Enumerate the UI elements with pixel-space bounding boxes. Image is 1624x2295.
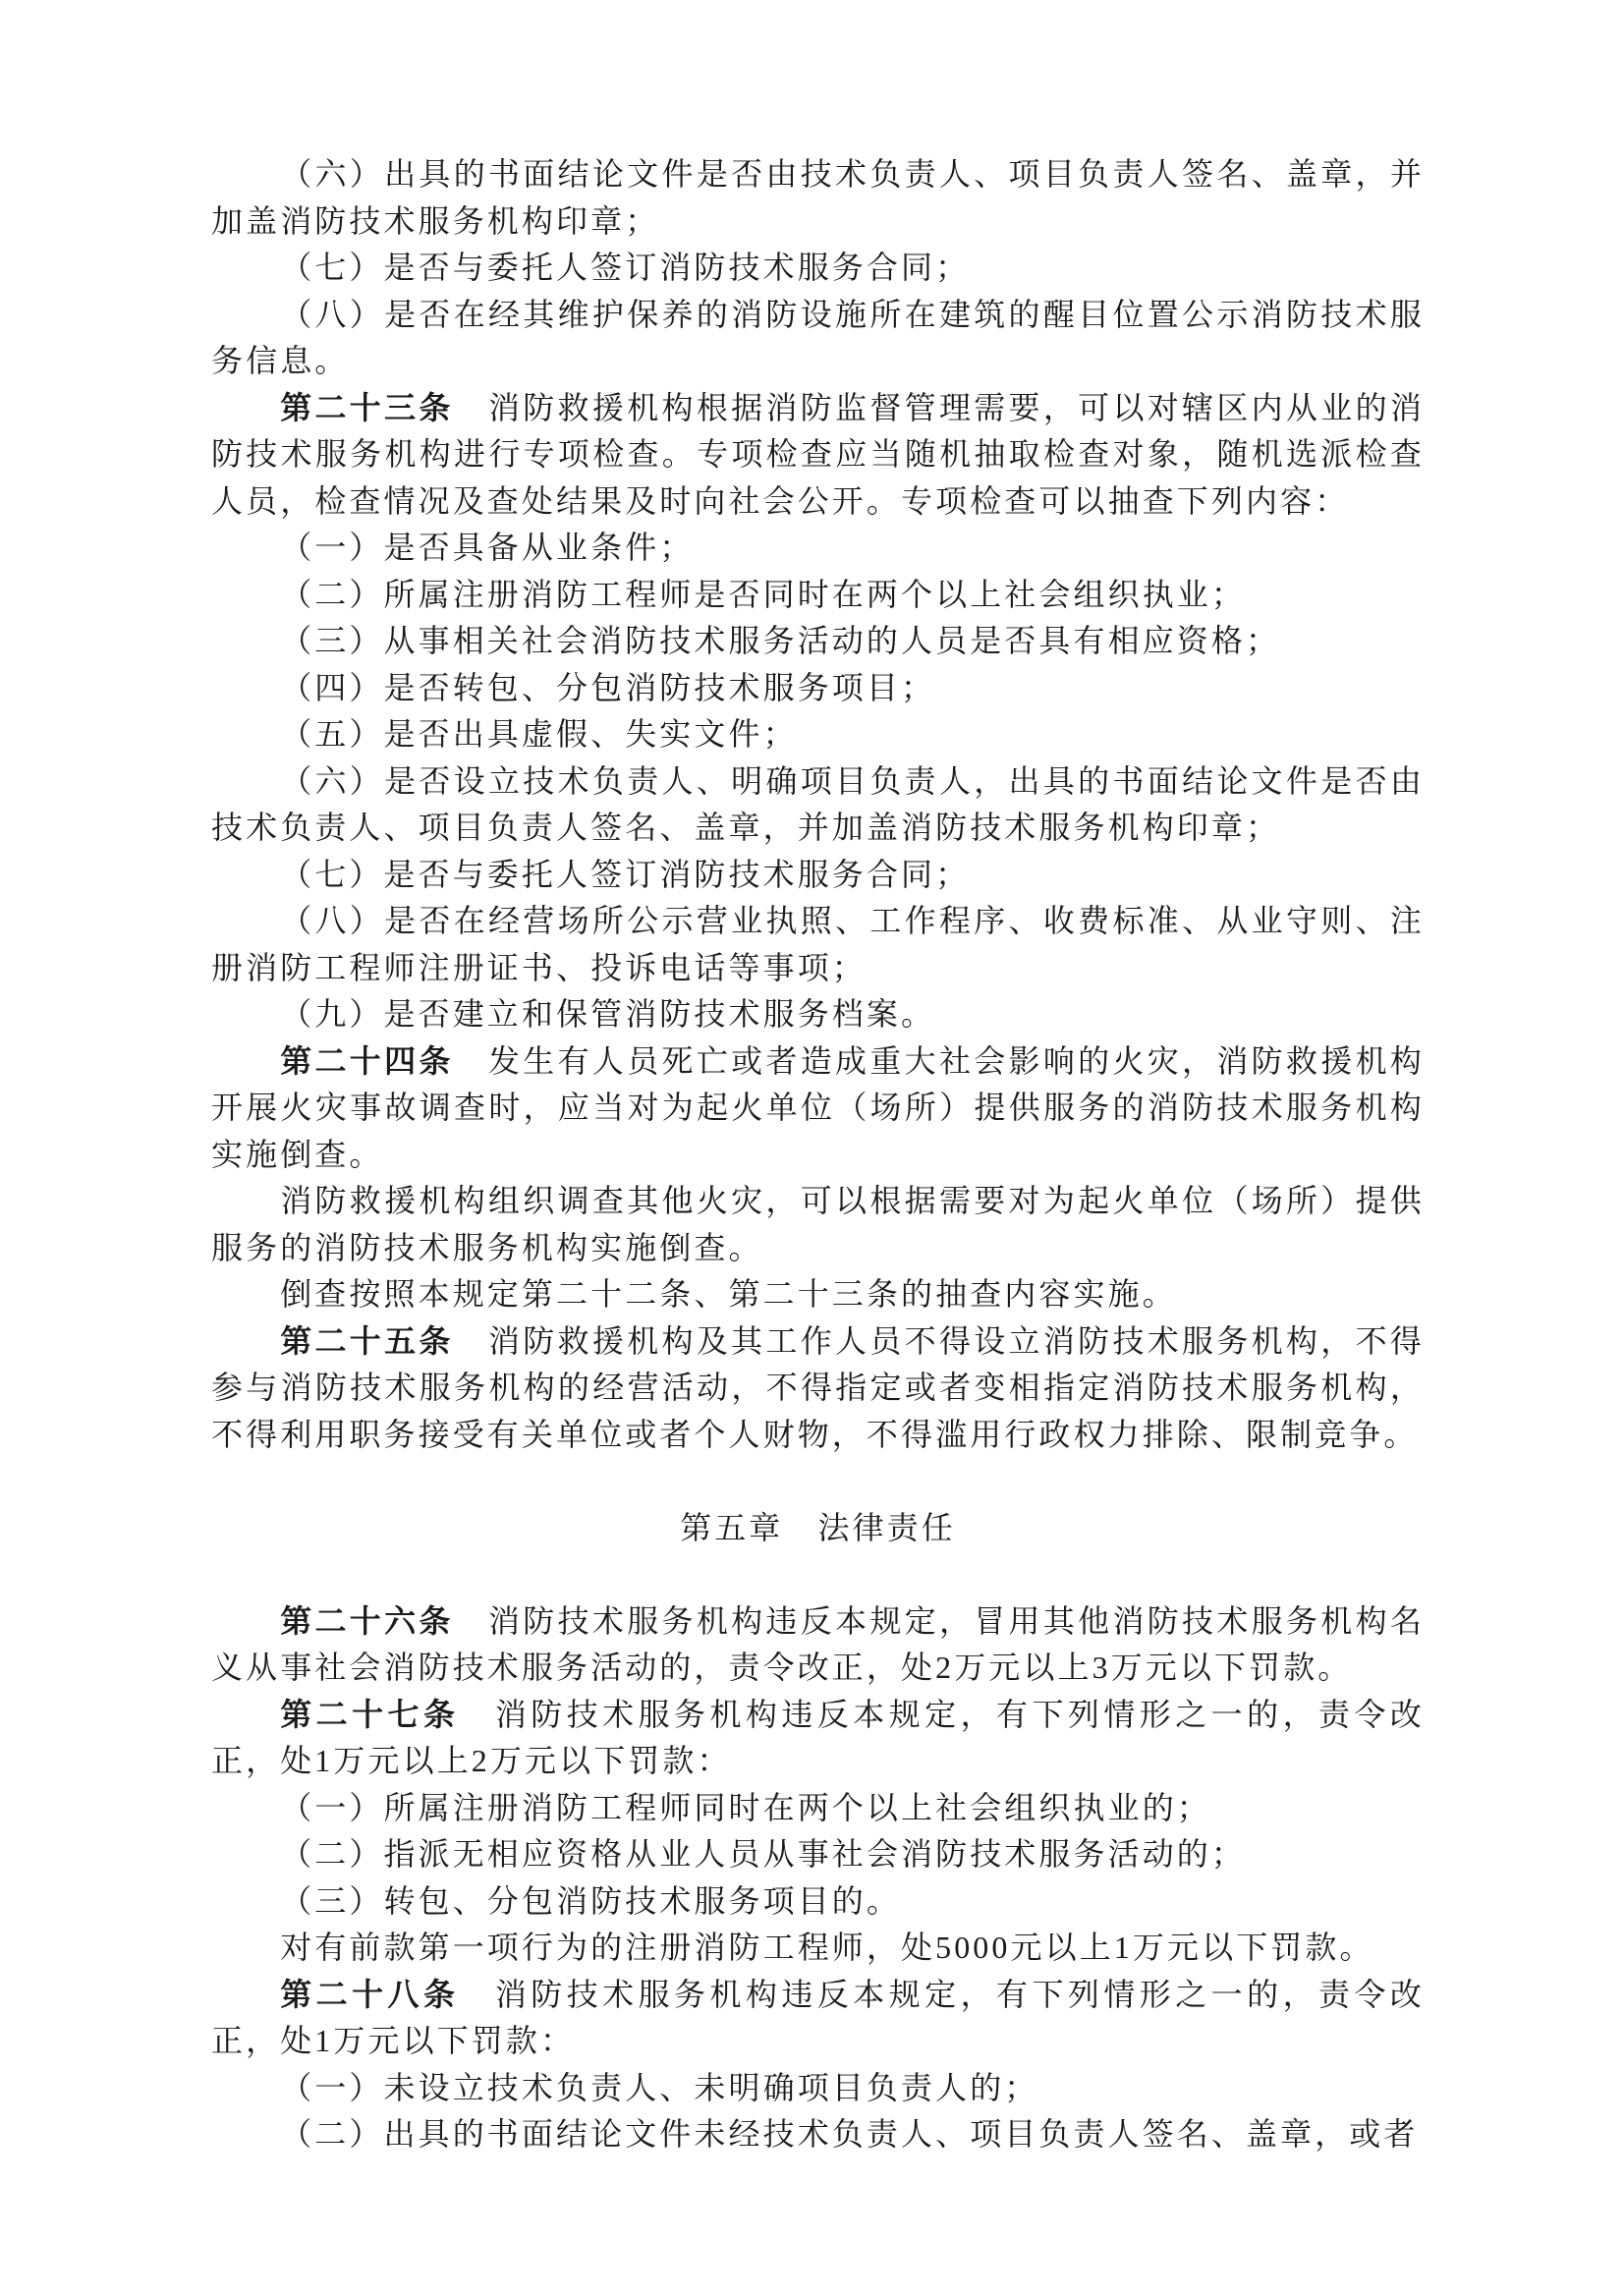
paragraph-text: 发生有人员死亡或者造成重大社会影响的火灾，消防救援机构开展火灾事故调查时，应当对为起火单位（场所）提供服务的消防技术服务机构实施倒查。 (211, 1042, 1425, 1172)
paragraph-text: （七）是否与委托人签订消防技术服务合同； (280, 856, 971, 892)
article-number: 第二十五条 (280, 1322, 454, 1359)
article-paragraph (211, 1972, 1425, 2065)
body-paragraph (211, 1925, 1425, 1972)
paragraph-text: （二）所属注册消防工程师是否同时在两个以上社会组织执业； (280, 576, 1246, 612)
paragraph-text: （一）所属注册消防工程师同时在两个以上社会组织执业的； (280, 1789, 1211, 1825)
body-paragraph (211, 1271, 1425, 1318)
paragraph-text: （二）出具的书面结论文件未经技术负责人、项目负责人签名、盖章，或者 (280, 2116, 1419, 2152)
paragraph-text: 对有前款第一项行为的注册消防工程师，处5000元以上1万元以下罚款。 (280, 1930, 1374, 1965)
paragraph-text: 消防技术服务机构违反本规定，有下列情形之一的，责令改正，处1万元以上2万元以下罚款： (211, 1696, 1425, 1778)
body-paragraph (211, 758, 1425, 852)
body-paragraph (211, 711, 1425, 758)
article-number: 第二十八条 (280, 1976, 460, 2012)
body-paragraph (211, 151, 1425, 245)
body-paragraph (211, 898, 1425, 991)
body-paragraph (211, 292, 1425, 385)
body-paragraph (211, 2111, 1425, 2158)
body-paragraph (211, 1878, 1425, 1926)
body-paragraph (211, 245, 1425, 292)
body-paragraph (211, 1178, 1425, 1271)
paragraph-text: 倒查按照本规定第二十二条、第二十三条的抽查内容实施。 (280, 1276, 1177, 1312)
body-paragraph (211, 665, 1425, 712)
body-paragraph (211, 572, 1425, 619)
body-paragraph (211, 991, 1425, 1038)
paragraph-text: （八）是否在经营场所公示营业执照、工作程序、收费标准、从业守则、注册消防工程师注册证书、投诉电话等事项； (211, 903, 1425, 985)
paragraph-text: （三）转包、分包消防技术服务项目的。 (280, 1882, 901, 1919)
article-paragraph (211, 1692, 1425, 1785)
body-paragraph (211, 618, 1425, 665)
paragraph-text: （六）是否设立技术负责人、明确项目负责人，出具的书面结论文件是否由技术负责人、项目负责人签名、盖章，并加盖消防技术服务机构印章； (211, 762, 1425, 845)
paragraph-text: 消防技术服务机构违反本规定，冒用其他消防技术服务机构名义从事社会消防技术服务活动的，责令改正，处2万元以上3万元以下罚款。 (211, 1602, 1425, 1685)
paragraph-text: （八）是否在经其维护保养的消防设施所在建筑的醒目位置公示消防技术服务信息。 (211, 296, 1425, 378)
paragraph-text: （三）从事相关社会消防技术服务活动的人员是否具有相应资格； (280, 623, 1281, 658)
body-paragraph (211, 852, 1425, 899)
article-number: 第二十六条 (280, 1602, 454, 1639)
paragraph-text: （五）是否出具虚假、失实文件； (280, 716, 798, 752)
article-paragraph (211, 1598, 1425, 1692)
paragraph-text: （一）是否具备从业条件； (280, 530, 695, 565)
paragraph-text: （二）指派无相应资格从业人员从事社会消防技术服务活动的； (280, 1836, 1246, 1872)
paragraph-text: （九）是否建立和保管消防技术服务档案。 (280, 996, 936, 1032)
body-paragraph (211, 525, 1425, 572)
body-paragraph (211, 2065, 1425, 2112)
chapter-heading: 第五章 法律责任 (680, 1509, 956, 1545)
body-paragraph (211, 1831, 1425, 1878)
paragraph-text: （一）未设立技术负责人、未明确项目负责人的； (280, 2069, 1039, 2105)
article-paragraph (211, 385, 1425, 526)
article-paragraph (211, 1038, 1425, 1179)
article-paragraph (211, 1318, 1425, 1459)
paragraph-text: 消防救援机构组织调查其他火灾，可以根据需要对为起火单位（场所）提供服务的消防技术服务机构实施倒查。 (211, 1183, 1425, 1265)
body-paragraph (211, 1785, 1425, 1832)
paragraph-text: （四）是否转包、分包消防技术服务项目； (280, 669, 936, 705)
article-number: 第二十七条 (280, 1696, 460, 1732)
article-number: 第二十四条 (280, 1042, 454, 1079)
article-number: 第二十三条 (280, 389, 454, 425)
paragraph-text: 消防技术服务机构违反本规定，有下列情形之一的，责令改正，处1万元以下罚款： (211, 1976, 1425, 2058)
paragraph-text: （六）出具的书面结论文件是否由技术负责人、项目负责人签名、盖章，并加盖消防技术服务机构印章； (211, 156, 1425, 239)
paragraph-text: （七）是否与委托人签订消防技术服务合同； (280, 250, 971, 285)
document-body (211, 151, 1425, 2158)
paragraph-text: 消防救援机构及其工作人员不得设立消防技术服务机构，不得参与消防技术服务机构的经营活动，不得指定或者变相指定消防技术服务机构，不得利用职务接受有关单位或者个人财物，不得滥用行政权力排除、限制竞争。 (211, 1322, 1425, 1452)
paragraph-text: 消防救援机构根据消防监督管理需要，可以对辖区内从业的消防技术服务机构进行专项检查。专项检查应当随机抽取检查对象，随机选派检查人员，检查情况及查处结果及时向社会公开。专项检查可以抽查下列内容： (211, 389, 1425, 519)
